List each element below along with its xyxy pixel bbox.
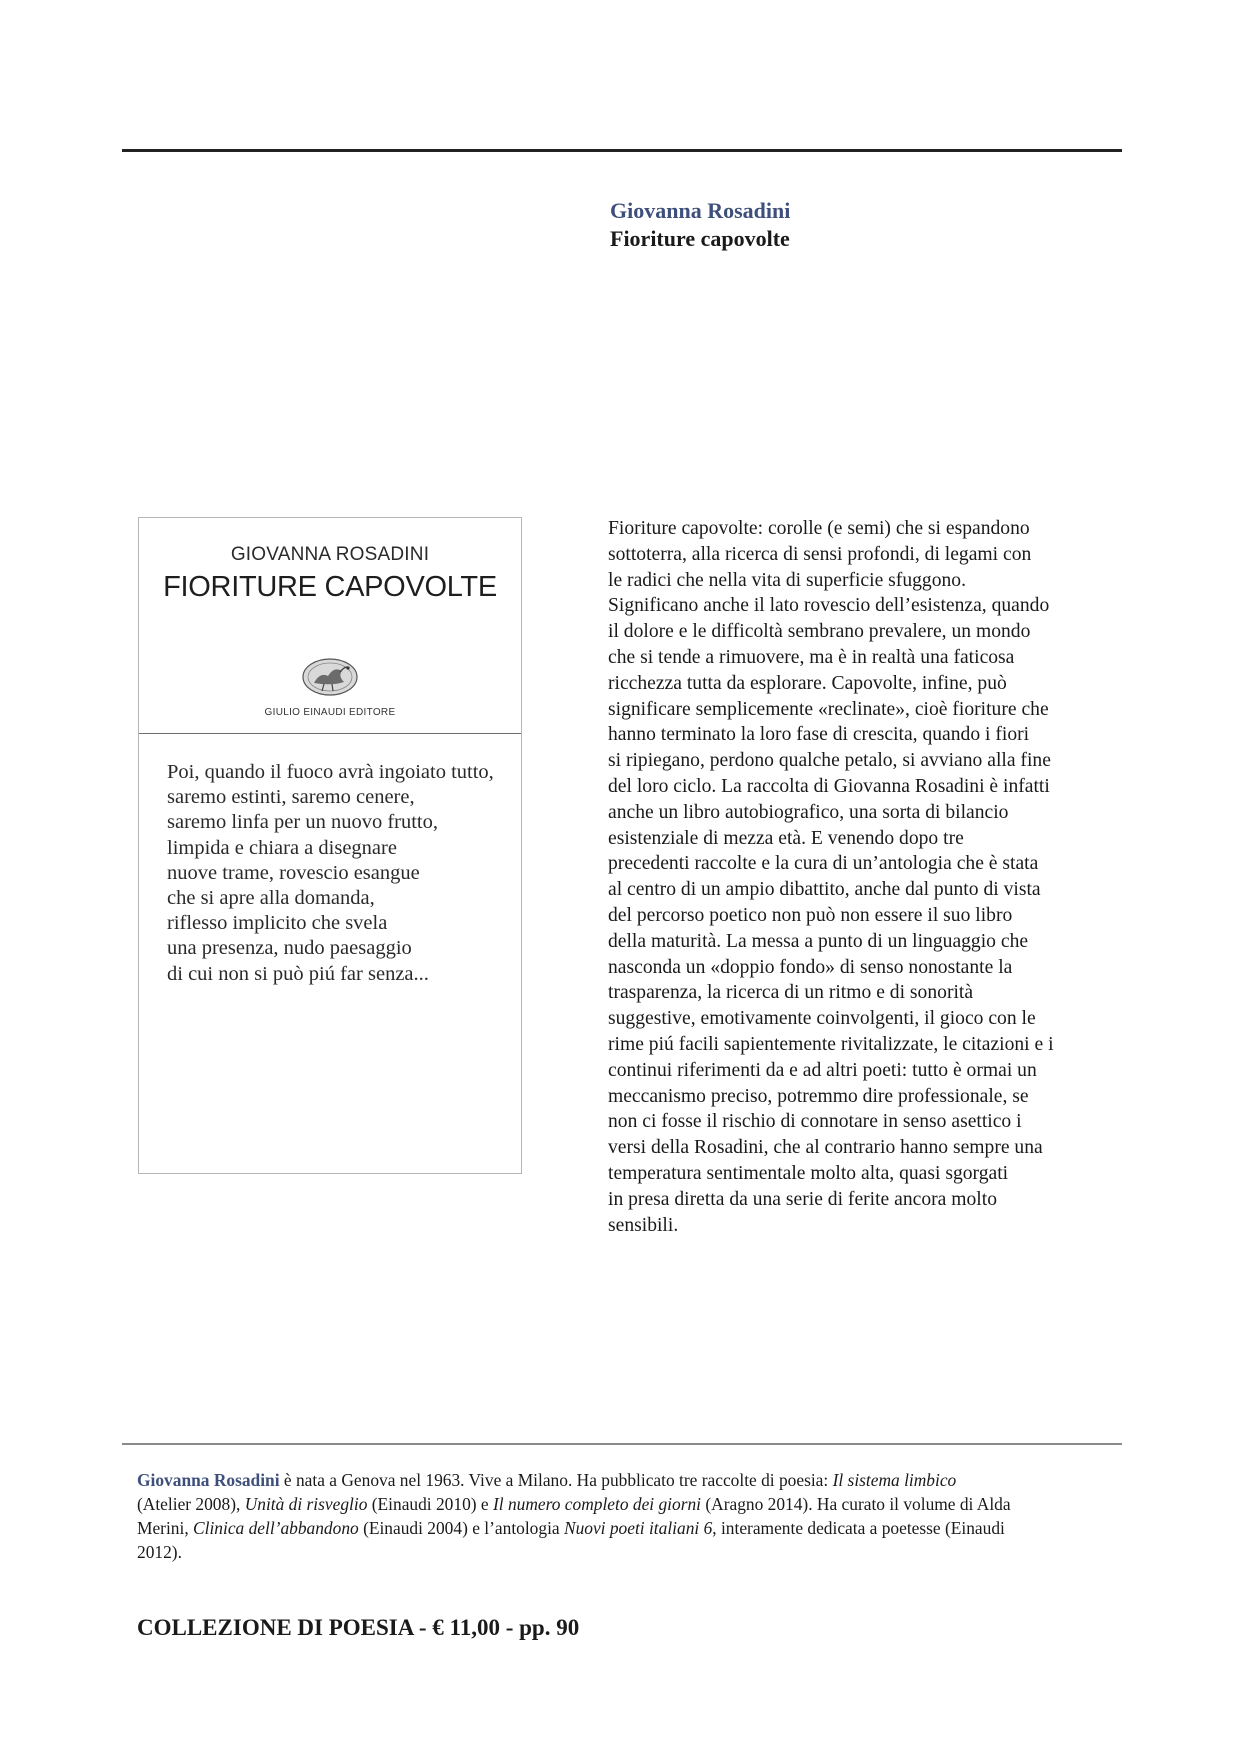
description-line: che si tende a rimuovere, ma è in realtà una faticosa [608,646,1015,668]
bio-book-title: Clinica dell’abbandono [193,1518,359,1538]
description-line: il dolore e le difficoltà sembrano prevalere, un mondo [608,621,1031,643]
bio-text: (Atelier 2008), [137,1494,245,1514]
bio-text: (Einaudi 2004) e l’antologia [358,1518,564,1538]
header-author: Giovanna Rosadini [610,198,791,223]
einaudi-ostrich-emblem-icon [300,656,360,698]
description-line: sensibili. [608,1214,679,1236]
poem-line: riflesso implicito che svela [167,912,388,935]
book-description [608,516,1128,1238]
description-line: sottoterra, alla ricerca di sensi profondi, di legami con [608,543,1032,565]
description-line: meccanismo preciso, potremmo dire professionale, se [608,1085,1029,1107]
bio-text: 2012). [137,1542,182,1562]
description-line: Significano anche il lato rovescio dell’esistenza, quando [608,595,1050,617]
cover-title: FIORITURE CAPOVOLTE [163,571,497,603]
description-line: versi della Rosadini, che al contrario hanno sempre una [608,1137,1043,1159]
description-line: trasparenza, la ricerca di un ritmo e di sonorità [608,982,974,1004]
description-line: esistenziale di mezza età. E venendo dopo tre [608,827,964,849]
description-line: rime piú facili sapientemente rivitalizzate, le citazioni e i [608,1033,1054,1055]
poem-line: saremo estinti, saremo cenere, [167,786,415,809]
bio-book-title: Il sistema limbico [832,1470,957,1490]
description-line: non ci fosse il rischio di connotare in senso asettico i [608,1111,1022,1133]
bio-text: è nata a Genova nel 1963. Vive a Milano. Ha pubblicato tre raccolte di poesia: [279,1470,833,1490]
poem-line: che si apre alla domanda, [167,887,375,910]
description-line: Fioriture capovolte: corolle (e semi) che si espandono [608,518,1030,539]
cover-top [139,518,521,734]
header-title: Fioriture capovolte [610,226,790,251]
poem-line: di cui non si può piú far senza... [167,962,429,985]
bio-author-name: Giovanna Rosadini [137,1470,280,1490]
bio-text: Merini, [137,1518,194,1538]
description-line: suggestive, emotivamente coinvolgenti, il gioco con le [608,1008,1036,1030]
bio-text: , interamente dedicata a poetesse (Einaudi [712,1518,1005,1538]
description-line: continui riferimenti da e ad altri poeti: tutto è ormai un [608,1059,1037,1081]
description-line: ricchezza tutta da esplorare. Capovolte, infine, può [608,672,1007,694]
poem-line: Poi, quando il fuoco avrà ingoiato tutto, [167,761,494,783]
bio-book-title: Unità di risveglio [244,1494,368,1514]
description-line: significare semplicemente «reclinate», cioè fioriture che [608,698,1049,720]
bio-line [137,1492,1097,1516]
description-line: si ripiegano, perdono qualche petalo, si avviano alla fine [608,750,1051,772]
description-line: del loro ciclo. La raccolta di Giovanna Rosadini è infatti [608,775,1050,797]
book-cover [138,517,522,1174]
description-line: anche un libro autobiografico, una sorta di bilancio [608,801,1009,823]
description-line: precedenti raccolte e la cura di un’antologia che è stata [608,853,1039,875]
bio-book-title: Il numero completo dei giorni [492,1494,701,1514]
bottom-rule [122,1443,1122,1445]
description-line: le radici che nella vita di superficie sfuggono. [608,569,966,591]
bio-line [137,1540,1097,1564]
bio-book-title: Nuovi poeti italiani 6 [563,1518,713,1538]
description-line: hanno terminato la loro fase di crescita, quando i fiori [608,724,1030,746]
poem-line: limpida e chiara a disegnare [167,836,397,859]
poem-line: saremo linfa per un nuovo frutto, [167,811,438,834]
cover-publisher: GIULIO EINAUDI EDITORE [264,707,396,718]
collection-price-info: COLLEZIONE DI POESIA - € 11,00 - pp. 90 [137,1615,580,1640]
bio-text: (Einaudi 2010) e [367,1494,493,1514]
description-line: in presa diretta da una serie di ferite ancora molto [608,1188,997,1210]
author-bio [137,1468,1097,1564]
description-line: del percorso poetico non può non essere il suo libro [608,904,1013,926]
bio-line [137,1468,1097,1492]
poem-line: nuove trame, rovescio esangue [167,861,420,884]
bio-line [137,1516,1097,1540]
description-line: al centro di un ampio dibattito, anche dal punto di vista [608,879,1041,901]
cover-poem [167,760,494,987]
description-line: nasconda un «doppio fondo» di senso nonostante la [608,956,1013,978]
top-rule [122,149,1122,152]
bio-text: (Aragno 2014). Ha curato il volume di Alda [701,1494,1011,1514]
book-header [610,197,790,253]
description-line: della maturità. La messa a punto di un linguaggio che [608,930,1029,952]
description-line: temperatura sentimentale molto alta, quasi sgorgati [608,1162,1009,1184]
cover-author: GIOVANNA ROSADINI [230,544,430,565]
poem-line: una presenza, nudo paesaggio [167,937,412,960]
